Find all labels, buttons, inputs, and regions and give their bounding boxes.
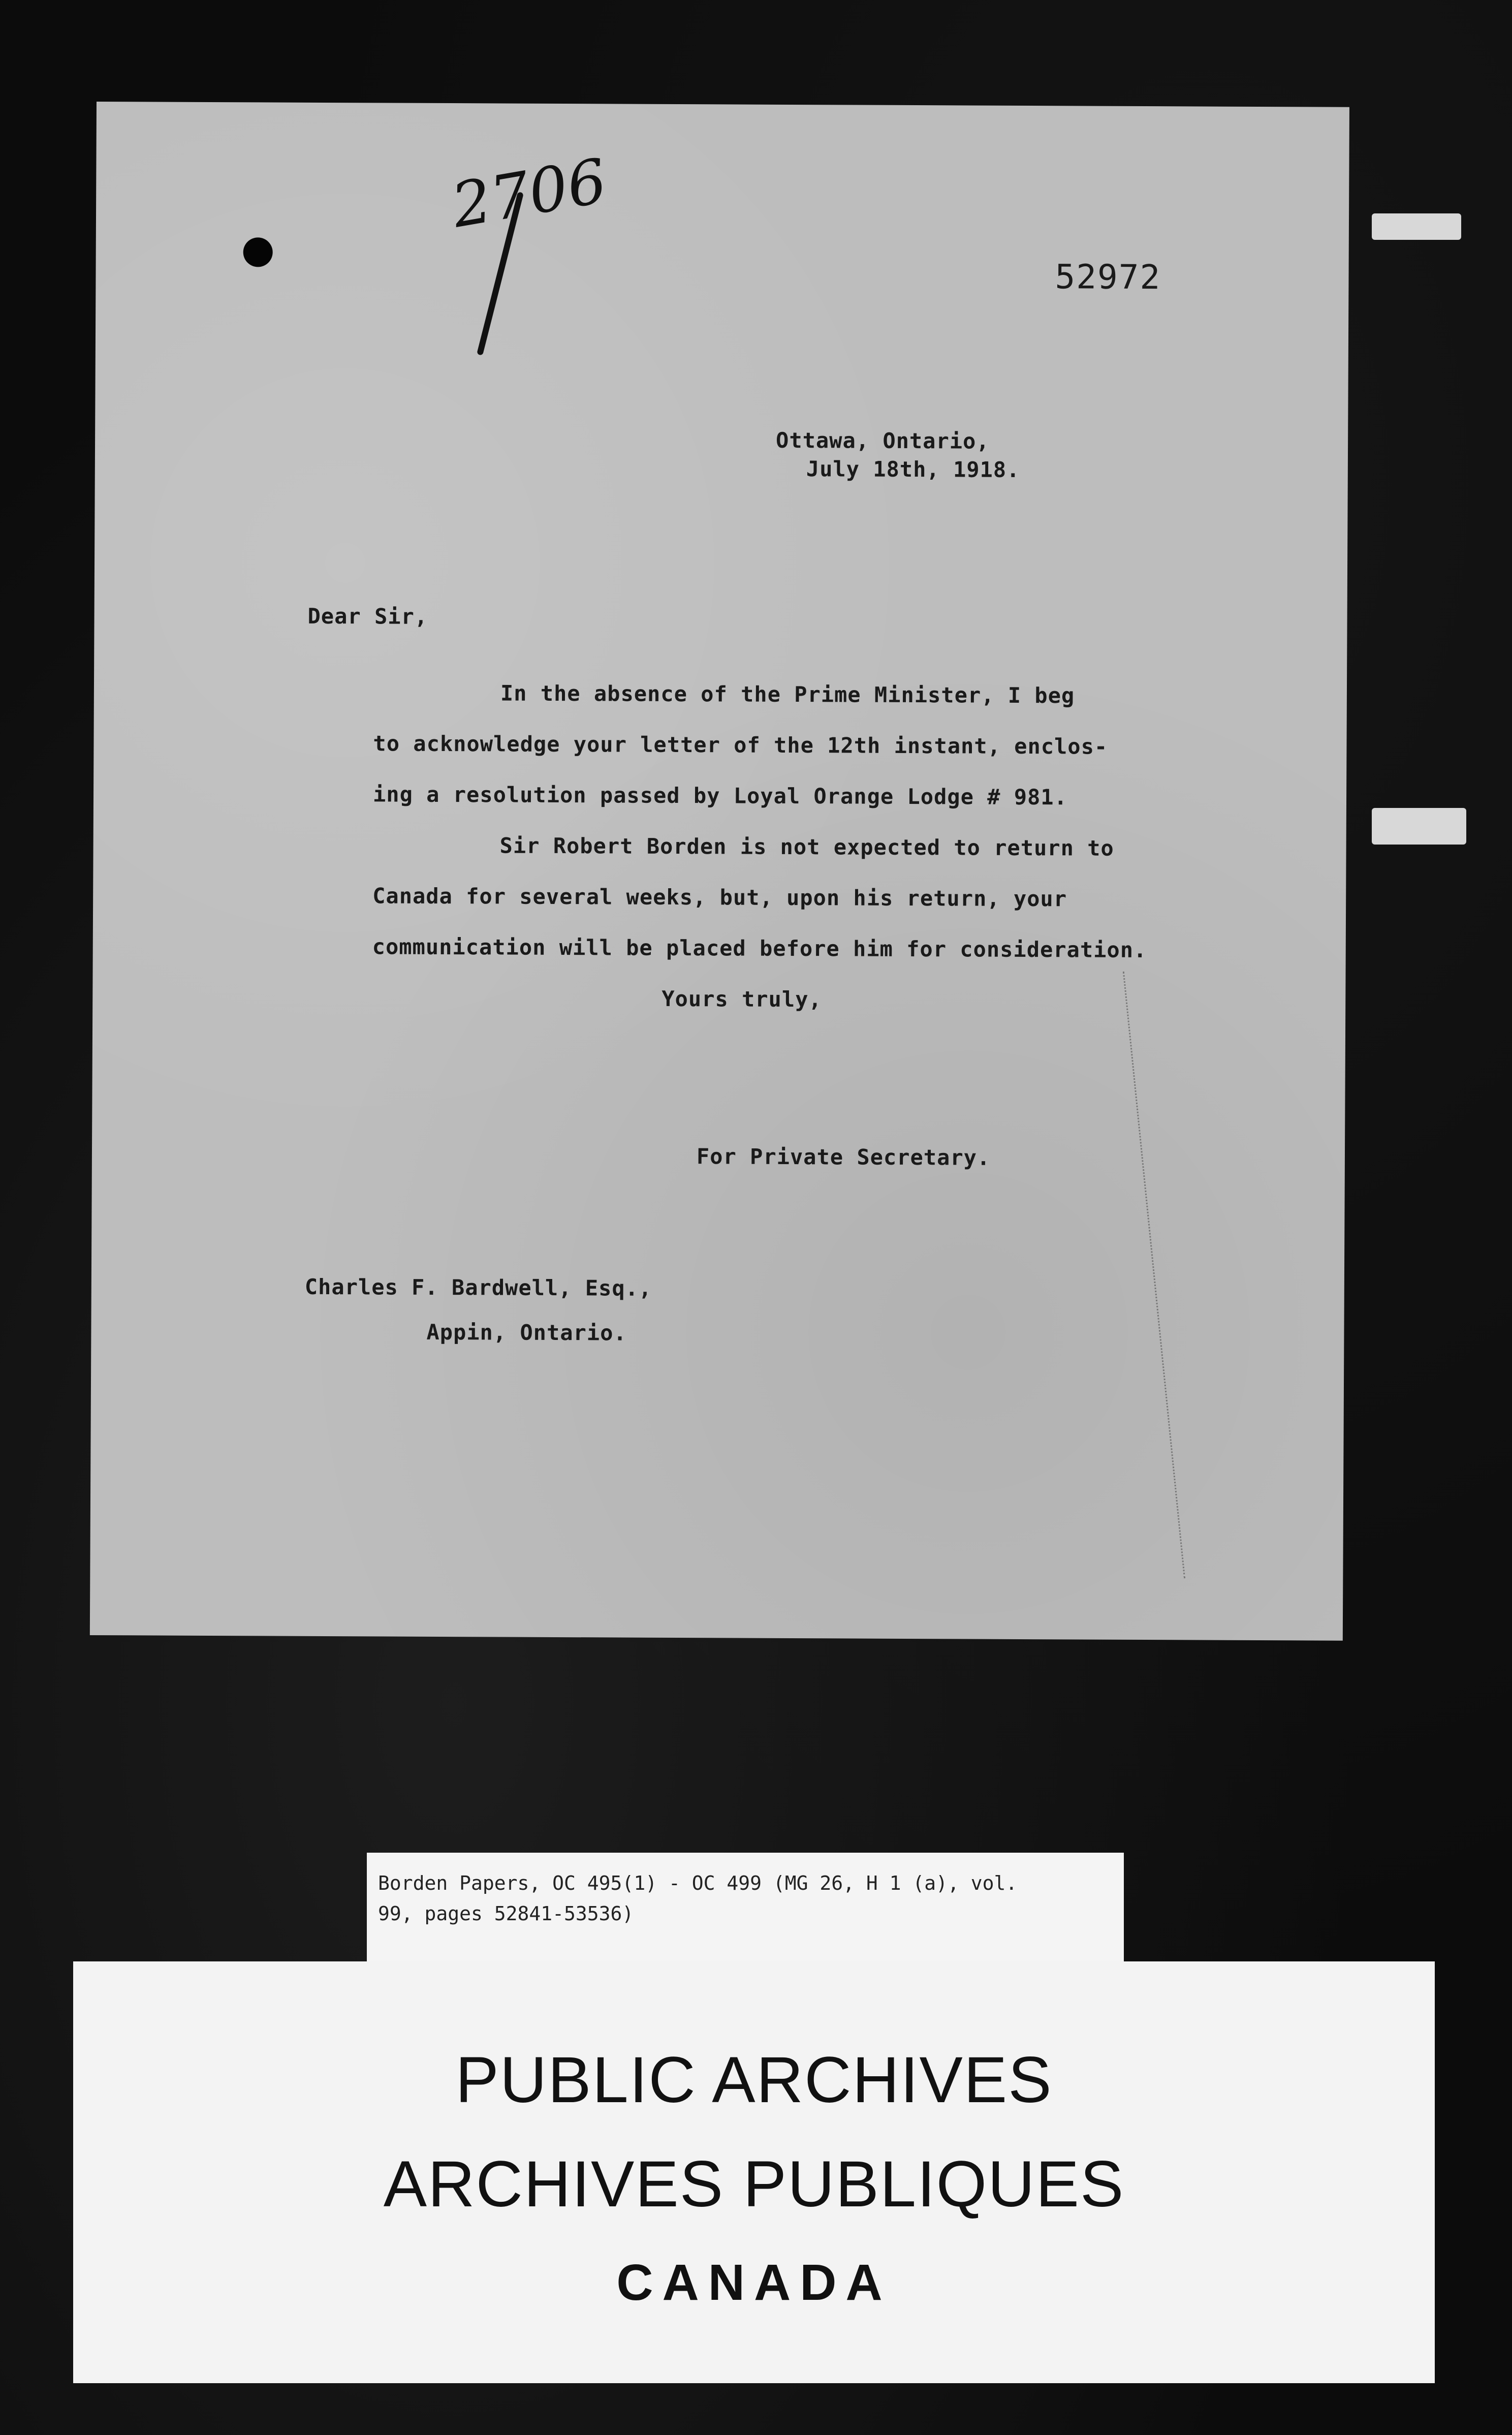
punch-hole bbox=[243, 237, 273, 267]
body-line: to acknowledge your letter of the 12th instant, enclos- bbox=[373, 731, 1108, 759]
tape-strip-top bbox=[1372, 213, 1461, 240]
body-line: In the absence of the Prime Minister, I beg bbox=[500, 680, 1075, 708]
archive-title-en: PUBLIC ARCHIVES bbox=[455, 2044, 1053, 2116]
archive-stamp-card bbox=[73, 1961, 1435, 2383]
reference-label bbox=[367, 1853, 1124, 1975]
archive-title-fr: ARCHIVES PUBLIQUES bbox=[383, 2148, 1125, 2221]
body-line: ing a resolution passed by Loyal Orange Lodge # 981. bbox=[372, 782, 1068, 810]
reference-line-1: Borden Papers, OC 495(1) - OC 499 (MG 26, H 1 (a), vol. bbox=[378, 1872, 1018, 1894]
archive-country: CANADA bbox=[616, 2254, 892, 2311]
letter-place: Ottawa, Ontario, bbox=[775, 427, 990, 454]
tape-strip-middle bbox=[1372, 808, 1466, 845]
document-number: 52972 bbox=[1055, 257, 1161, 297]
reference-line-2: 99, pages 52841-53536) bbox=[378, 1902, 634, 1925]
signature-line: For Private Secretary. bbox=[696, 1144, 991, 1170]
salutation: Dear Sir, bbox=[307, 603, 428, 629]
letter-page bbox=[90, 102, 1349, 1641]
handwritten-number: 2706 bbox=[447, 145, 612, 242]
body-line: Sir Robert Borden is not expected to return to bbox=[499, 833, 1114, 861]
recipient-name: Charles F. Bardwell, Esq., bbox=[304, 1274, 652, 1301]
recipient-place: Appin, Ontario. bbox=[426, 1319, 627, 1346]
paper-crease bbox=[1123, 972, 1185, 1578]
body-line: Canada for several weeks, but, upon his return, your bbox=[372, 883, 1067, 912]
letter-date: July 18th, 1918. bbox=[806, 456, 1020, 482]
closing: Yours truly, bbox=[662, 986, 822, 1012]
body-line: communication will be placed before him for consideration. bbox=[372, 934, 1147, 963]
